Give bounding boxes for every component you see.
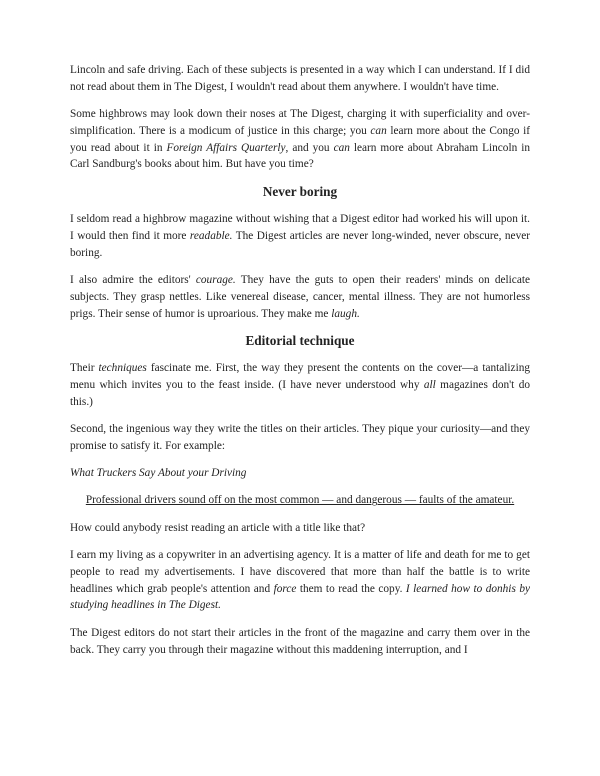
- text-run: They have the guts to open their readers' minds on delicate subjects. They grasp nettles. Like venereal disease, cancer, mental illness. They are not humorless prigs. Their sense of humor is uproarious. They make me: [70, 273, 530, 320]
- text-run: Lincoln and safe driving. Each of these subjects is presented in a way which I can understand. If I did not read about them in The Digest, I wouldn't read about them anywhere. I wouldn't have time.: [70, 64, 530, 93]
- text-run: learn more about the Congo if you read about it in: [70, 124, 530, 154]
- text-run: Some highbrows may look down their noses at The Digest, charging it with superficiality and over-simplification. There is a modicum of justice in this charge; you: [70, 108, 530, 137]
- paragraph: [70, 421, 530, 455]
- italic-text: can: [370, 124, 387, 137]
- text-run: I seldom read a highbrow magazine without wishing that a Digest editor had worked his will upon it. I would then find it more: [70, 213, 530, 242]
- text-run: The Digest editors do not start their articles in the front of the magazine and carry them over in the back. They carry you through their magazine without this maddening interruption, and I: [70, 626, 530, 656]
- text-run: Professional drivers sound off on the most common — and dangerous — faults of the amateur.: [85, 494, 515, 507]
- paragraph: [70, 520, 530, 537]
- text-run: What Truckers Say About your Driving: [70, 467, 247, 480]
- text-run: learn more about Abraham Lincoln in Carl Sandburg's books about him. But have you time?: [70, 141, 530, 171]
- italic-text: techniques: [98, 362, 147, 375]
- text-run: Never boring: [262, 183, 338, 199]
- section-heading: [70, 333, 530, 350]
- paragraph: [70, 360, 530, 410]
- text-run: magazines don't do this.): [70, 378, 530, 408]
- paragraph: [70, 625, 530, 659]
- italic-text: I learned how to donhis by studying headlines in The Digest.: [70, 582, 530, 612]
- italic-text: all: [423, 378, 436, 391]
- example-subtitle: [70, 492, 530, 509]
- paragraph: [70, 62, 530, 96]
- italic-text: Foreign Affairs Quarterly: [166, 141, 286, 154]
- paragraph: [70, 547, 530, 614]
- example-title: [70, 465, 530, 482]
- text-run: How could anybody resist reading an article with a title like that?: [70, 521, 366, 534]
- text-run: fascinate me. First, the way they present the contents on the cover—a tantalizing menu which invites you to the feast inside. (I have never understood why: [70, 362, 530, 391]
- paragraph: [70, 106, 530, 173]
- text-run: I also admire the editors': [70, 273, 196, 286]
- text-run: Second, the ingenious way they write the titles on their articles. They pique your curiosity—and they promise to satisfy it. For example:: [70, 423, 530, 452]
- italic-text: laugh.: [331, 307, 360, 320]
- paragraph: [70, 211, 530, 261]
- text-run: , and you: [285, 141, 334, 154]
- text-run: The Digest articles are never long-winded, never obscure, never boring.: [70, 229, 530, 259]
- text-run: them to read the copy.: [296, 582, 406, 595]
- italic-text: force: [273, 582, 297, 595]
- text-run: Editorial technique: [245, 332, 355, 348]
- italic-text: courage.: [195, 273, 236, 286]
- text-run: I earn my living as a copywriter in an advertising agency. It is a matter of life and death for me to get people to read my advertisements. I have discovered that more than half the battle is to write headlines which grab people's attention and: [70, 549, 530, 595]
- italic-text: readable.: [189, 229, 233, 242]
- text-run: Their: [70, 362, 99, 375]
- document-page: [70, 62, 530, 669]
- italic-text: can: [333, 141, 350, 154]
- section-heading: [70, 184, 530, 201]
- paragraph: [70, 272, 530, 322]
